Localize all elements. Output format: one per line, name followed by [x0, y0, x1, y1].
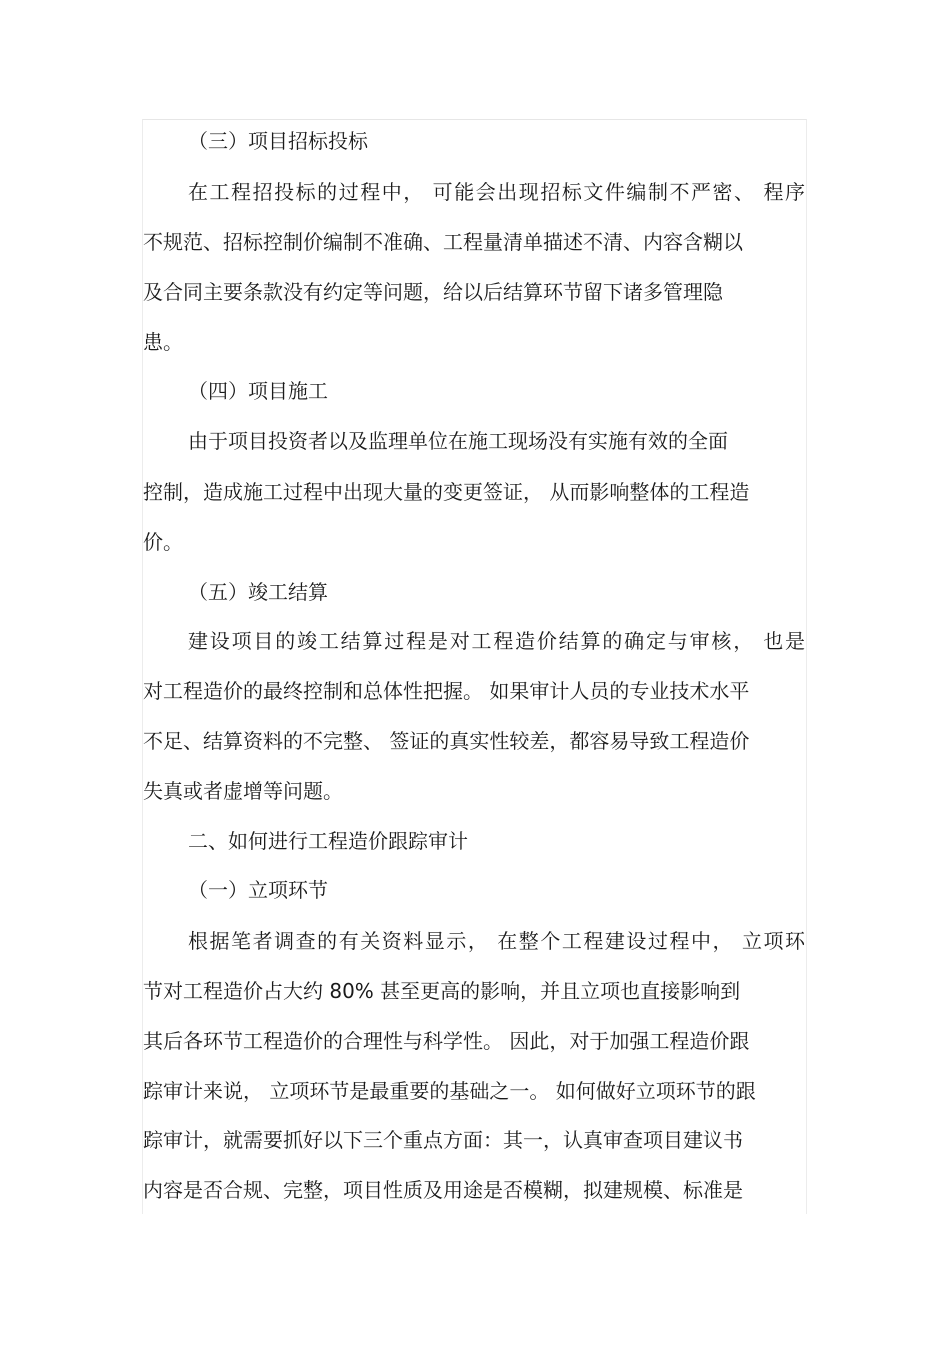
paragraph-line: 建设项目的竣工结算过程是对工程造价结算的确定与审核， 也是: [188, 629, 805, 653]
paragraph-line: 对工程造价的最终控制和总体性把握。 如果审计人员的专业技术水平: [143, 679, 750, 703]
heading-section-5: （五）竣工结算: [188, 580, 328, 604]
paragraph-line: 内容是否合规、完整，项目性质及用途是否模糊，拟建规模、标准是: [143, 1178, 743, 1202]
paragraph-line: 不规范、招标控制价编制不准确、工程量清单描述不清、内容含糊以: [143, 230, 743, 254]
paragraph-line: 不足、结算资料的不完整、 签证的真实性较差，都容易导致工程造价: [143, 729, 750, 753]
paragraph-line: 其后各环节工程造价的合理性与科学性。 因此，对于加强工程造价跟: [143, 1029, 750, 1053]
heading-section-4: （四）项目施工: [188, 379, 328, 403]
paragraph-line: 失真或者虚增等问题。: [143, 779, 343, 803]
paragraph-line: 节对工程造价占大约 80% 甚至更高的影响，并且立项也直接影响到: [143, 979, 741, 1003]
heading-section-3: （三）项目招标投标: [188, 129, 368, 153]
heading-subsection-1: （一）立项环节: [188, 878, 328, 902]
paragraph-line: 根据笔者调查的有关资料显示， 在整个工程建设过程中， 立项环: [188, 929, 805, 953]
heading-chapter-2: 二、如何进行工程造价跟踪审计: [188, 829, 468, 853]
paragraph-line: 患。: [143, 330, 183, 354]
paragraph-line: 及合同主要条款没有约定等问题，给以后结算环节留下诸多管理隐: [143, 280, 723, 304]
paragraph-line: 踪审计来说， 立项环节是最重要的基础之一。 如何做好立项环节的跟: [143, 1079, 756, 1103]
paragraph-line: 在工程招投标的过程中， 可能会出现招标文件编制不严密、 程序: [188, 180, 805, 204]
paragraph-line: 价。: [143, 530, 183, 554]
paragraph-line: 控制，造成施工过程中出现大量的变更签证， 从而影响整体的工程造: [143, 480, 750, 504]
paragraph-line: 踪审计，就需要抓好以下三个重点方面：其一，认真审查项目建议书: [143, 1128, 743, 1152]
paragraph-line: 由于项目投资者以及监理单位在施工现场没有实施有效的全面: [188, 429, 728, 453]
